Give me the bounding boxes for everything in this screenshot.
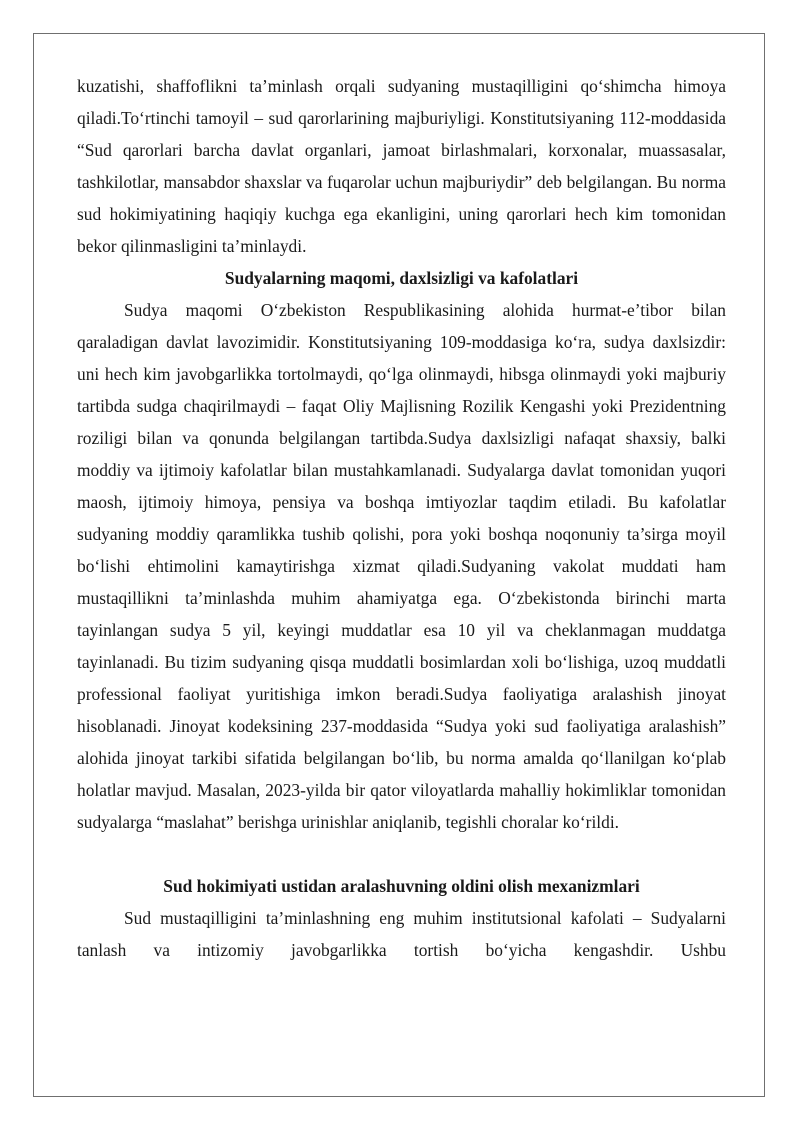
- document-body: [77, 70, 726, 966]
- paragraph-continuation: kuzatishi, shaffoflikni ta’minlash orqali sudyaning mustaqilligini qo‘shimcha himoya qiladi.To‘rtinchi tamoyil – sud qarorlarining majburiyligi. Konstitutsiyaning 112-moddasida “Sud qarorlari barcha davlat organlari, jamoat birlashmalari, korxonalar, muassasalar, tashkilotlar, mansabdor shaxslar va fuqarolar uchun majburiydir” deb belgilangan. Bu norma sud hokimiyatining haqiqiy kuchga ega ekanligini, uning qarorlari hech kim tomonidan bekor qilinmasligini ta’minlaydi.: [77, 76, 726, 256]
- blank-line: [77, 838, 726, 870]
- paragraph-judge-status: Sudya maqomi O‘zbekiston Respublikasining alohida hurmat-e’tibor bilan qaraladigan davlat lavozimidir. Konstitutsiyaning 109-moddasiga ko‘ra, sudya daxlsizdir: uni hech kim javobgarlikka tortolmaydi, qo‘lga olinmaydi, hibsga olinmaydi yoki majburiy tartibda sudga chaqirilmaydi – faqat Oliy Majlisning Rozilik Kengashi yoki Prezidentning roziligi bilan va qonunda belgilangan tartibda.Sudya daxlsizligi nafaqat shaxsiy, balki moddiy va ijtimoiy kafolatlar bilan mustahkamlanadi. Sudyalarga davlat tomonidan yuqori maosh, ijtimoiy himoya, pensiya va boshqa imtiyozlar taqdim etiladi. Bu kafolatlar sudyaning moddiy qaramlikka tushib qolishi, pora yoki boshqa noqonuniy ta’sirga moyil bo‘lishi ehtimolini kamaytirishga xizmat qiladi.Sudyaning vakolat muddati ham mustaqillikni ta’minlashda muhim ahamiyatga ega. O‘zbekistonda birinchi marta tayinlangan sudya 5 yil, keyingi muddatlar esa 10 yil va cheklanmagan muddatga tayinlanadi. Bu tizim sudyaning qisqa muddatli bosimlardan xoli bo‘lishiga, uzoq muddatli professional faoliyat yuritishiga imkon beradi.Sudya faoliyatiga aralashish jinoyat hisoblanadi. Jinoyat kodeksining 237-moddasida “Sudya yoki sud faoliyatiga aralashish” alohida jinoyat tarkibi sifatida belgilangan bo‘lib, bu norma amalda qo‘llanilgan ko‘plab holatlar mavjud. Masalan, 2023-yilda bir qator viloyatlarda mahalliy hokimliklar tomonidan sudyalarga “maslahat” berishga urinishlar aniqlanib, tegishli choralar ko‘rildi.: [77, 300, 726, 832]
- section-heading-interference-prevention: Sud hokimiyati ustidan aralashuvning oldini olish mexanizmlari: [163, 876, 640, 896]
- section-heading-judge-status: Sudyalarning maqomi, daxlsizligi va kafolatlari: [224, 268, 579, 288]
- paragraph-interference-prevention: Sud mustaqilligini ta’minlashning eng muhim institutsional kafolati – Sudyalarni tanlash va intizomiy javobgarlikka tortish bo‘yicha kengashdir. Ushbu: [77, 908, 726, 960]
